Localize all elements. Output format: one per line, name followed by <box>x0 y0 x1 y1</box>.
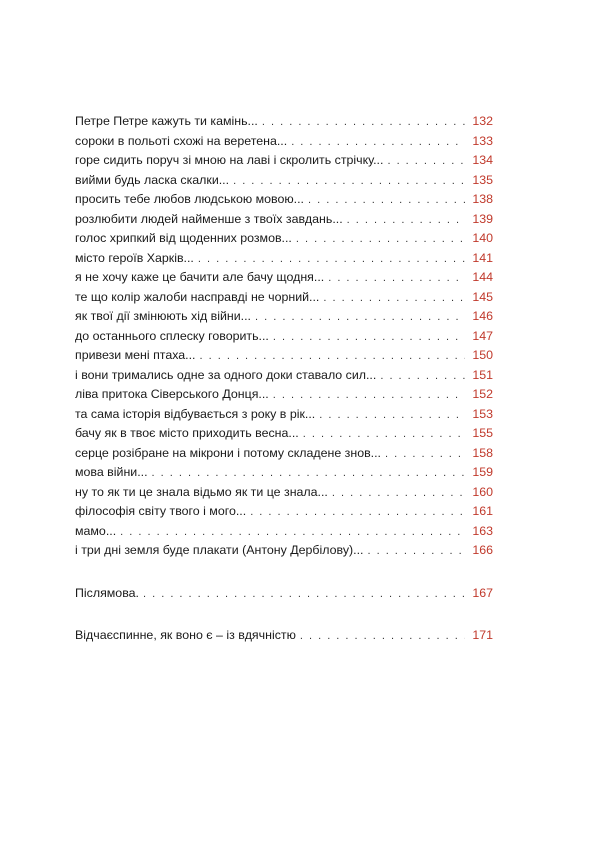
toc-dot-leader <box>347 211 465 231</box>
toc-entry[interactable] <box>75 541 493 561</box>
toc-entry[interactable] <box>75 385 493 405</box>
toc-entry-title: філософія світу твого і мого... <box>75 502 250 522</box>
toc-entry-title: сороки в польоті схожі на веретена... <box>75 132 291 152</box>
toc-dot-leader <box>250 503 465 523</box>
toc-dot-leader <box>332 484 465 504</box>
toc-page-number: 153 <box>472 406 493 421</box>
toc-dot-leader <box>198 250 465 270</box>
toc-entry[interactable] <box>75 190 493 210</box>
toc-dot-leader <box>380 367 465 387</box>
toc-poems-list <box>75 112 493 561</box>
toc-dot-leader <box>291 133 465 153</box>
toc-dot-leader <box>303 425 465 445</box>
toc-page-number: 163 <box>472 523 493 538</box>
toc-entry-title: ну то як ти це знала відьмо як ти це знала... <box>75 483 332 503</box>
toc-page-number: 146 <box>472 309 493 323</box>
toc-dot-leader <box>319 406 465 426</box>
toc-entry[interactable] <box>75 249 493 269</box>
toc-entry-title: мова війни... <box>75 463 152 483</box>
toc-entry-afterword[interactable] <box>75 584 493 604</box>
toc-page-number: 160 <box>472 484 493 499</box>
toc-dot-leader <box>308 191 465 211</box>
toc-entry[interactable] <box>75 151 493 171</box>
toc-page-number: 132 <box>472 114 493 128</box>
toc-entry-title: серце розібране на мікрони і потому складене знов... <box>75 444 385 464</box>
toc-dot-leader <box>300 627 465 647</box>
toc-entry-title: Післямова. <box>75 584 143 604</box>
toc-dot-leader <box>367 542 465 562</box>
toc-entry[interactable] <box>75 483 493 503</box>
toc-entry-title: горе сидить поруч зі мною на лаві і скролить стрічку... <box>75 151 387 171</box>
toc-page-number: 134 <box>472 153 493 167</box>
toc-page-number: 151 <box>472 367 493 382</box>
toc-page-number: 155 <box>472 426 493 440</box>
toc-entry[interactable] <box>75 210 493 230</box>
toc-dot-leader <box>152 464 465 484</box>
toc-page-number: 159 <box>472 465 493 479</box>
toc-dot-leader <box>385 445 465 465</box>
toc-entry-title: мамо... <box>75 522 120 542</box>
toc-page-number: 135 <box>472 172 493 187</box>
toc-page-number: 167 <box>472 585 493 600</box>
toc-page-number: 158 <box>472 445 493 460</box>
toc-entry-title: розлюбити людей найменше з твоїх завдань... <box>75 210 347 230</box>
toc-entry-title: Відчаєспинне, як воно є – із вдячністю <box>75 626 300 646</box>
toc-entry-title: Петре Петре кажуть ти камінь... <box>75 112 262 132</box>
toc-entry[interactable] <box>75 522 493 542</box>
toc-entry[interactable] <box>75 502 493 522</box>
toc-page-number: 139 <box>472 211 493 226</box>
toc-dot-leader <box>387 152 465 172</box>
toc-entry[interactable] <box>75 346 493 366</box>
toc-entry[interactable] <box>75 288 493 308</box>
toc-entry[interactable] <box>75 405 493 425</box>
toc-page-number: 147 <box>472 328 493 343</box>
toc-page-number: 133 <box>472 133 493 148</box>
toc-entry-title: ліва притока Сіверського Донця... <box>75 385 273 405</box>
toc-dot-leader <box>200 347 466 367</box>
toc-entry-title: привези мені птаха... <box>75 346 200 366</box>
toc-entry-title: голос хрипкий від щоденних розмов... <box>75 229 296 249</box>
toc-entry[interactable] <box>75 268 493 288</box>
toc-entry[interactable] <box>75 132 493 152</box>
toc-entry[interactable] <box>75 112 493 132</box>
toc-entry-title: те що колір жалоби насправді не чорний... <box>75 288 323 308</box>
toc-page-number: 150 <box>472 348 493 362</box>
toc-entry[interactable] <box>75 229 493 249</box>
toc-page-number: 166 <box>472 543 493 557</box>
toc-entry-title: бачу як в твоє місто приходить весна... <box>75 424 303 444</box>
toc-dot-leader <box>273 386 465 406</box>
toc-entry-title: як твої дії змінюють хід війни... <box>75 307 255 327</box>
toc-entry-title: і три дні земля буде плакати (Антону Дербілову)... <box>75 541 367 561</box>
toc-dot-leader <box>323 289 465 309</box>
toc-entry[interactable] <box>75 366 493 386</box>
toc-afterword-group <box>75 584 493 604</box>
toc-entry-title: та сама історія відбувається з року в рік... <box>75 405 319 425</box>
toc-dot-leader <box>233 172 465 192</box>
toc-page-number: 152 <box>472 387 493 401</box>
toc-entry-title: вийми будь ласка скалки... <box>75 171 233 191</box>
toc-entry-title: до останнього сплеску говорить... <box>75 327 273 347</box>
toc-dot-leader <box>120 523 465 543</box>
toc-entry[interactable] <box>75 444 493 464</box>
table-of-contents <box>75 112 493 646</box>
toc-dot-leader <box>273 328 465 348</box>
toc-page-number: 161 <box>472 504 493 518</box>
toc-page-number: 144 <box>472 270 493 284</box>
toc-entry[interactable] <box>75 171 493 191</box>
toc-entry[interactable] <box>75 463 493 483</box>
toc-dot-leader <box>328 269 465 289</box>
toc-entry-title: і вони тримались одне за одного доки ставало сил... <box>75 366 380 386</box>
toc-dot-leader <box>262 113 465 133</box>
toc-acknowledgments-group <box>75 626 493 646</box>
toc-entry-title: місто героїв Харків... <box>75 249 198 269</box>
toc-entry[interactable] <box>75 424 493 444</box>
toc-page-number: 140 <box>472 231 493 245</box>
toc-page-number: 141 <box>472 250 493 265</box>
toc-page-number: 145 <box>472 289 493 304</box>
toc-page-number: 138 <box>472 192 493 206</box>
toc-entry-acknowledgments[interactable] <box>75 626 493 646</box>
toc-entry[interactable] <box>75 307 493 327</box>
toc-entry-title: просить тебе любов людською мовою... <box>75 190 308 210</box>
toc-dot-leader <box>143 585 465 605</box>
toc-dot-leader <box>255 308 465 328</box>
toc-entry[interactable] <box>75 327 493 347</box>
toc-page-number: 171 <box>472 628 493 642</box>
toc-entry-title: я не хочу каже це бачити але бачу щодня... <box>75 268 328 288</box>
toc-dot-leader <box>296 230 465 250</box>
